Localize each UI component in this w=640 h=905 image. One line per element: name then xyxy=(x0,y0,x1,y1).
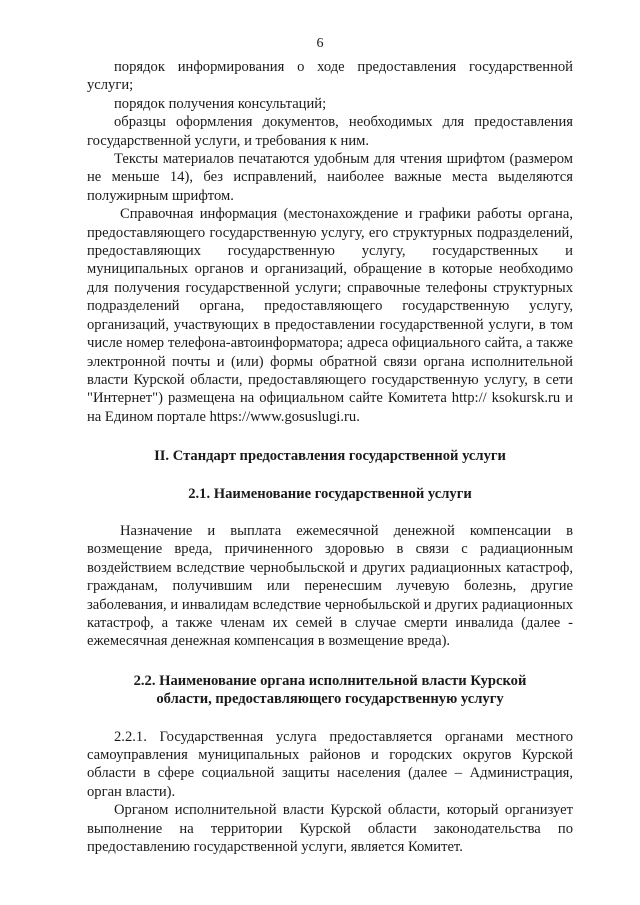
paragraph-consultations: порядок получения консультаций; xyxy=(114,95,327,112)
subsection-heading-authority-line1: 2.2. Наименование органа исполнительной власти Курской xyxy=(133,672,527,689)
paragraph-committee: Органом исполнительной власти Курской области, который организует выполнение на территории Курской области законодательства по предоставлению государственной услуги, является Комитет. xyxy=(87,802,573,856)
subsection-heading-service-name: 2.1. Наименование государственной услуги xyxy=(188,485,472,502)
page-number: 6 xyxy=(316,36,324,51)
subsection-heading-authority xyxy=(87,672,573,709)
paragraph-document-samples: образцы оформления документов, необходимых для предоставления государственной услуги, и требования к ним. xyxy=(87,114,573,149)
paragraph-reference-info: Справочная информация (местонахождение и графики работы органа, предоставляющего государственную услугу, его структурных подразделений, предоставляющих государственную услугу, государственных и муниципальных органов и организаций, обращение в которые необходимо для получения государственной услуги; справочные телефоны структурных подразделений органа, предоставляющего государственную услугу, организаций, участвующих в предоставлении государственной услуги, в том числе номер телефона-автоинформатора; адреса официального сайта, а также электронной почты и (или) формы обратной связи органа исполнительной власти Курской области, предоставляющего государственную услугу, в сети "Интернет") размещена на официальном сайте Комитета http:// ksokursk.ru и на Едином портале https://www.gosuslugi.ru. xyxy=(87,206,573,425)
subsection-heading-authority-line2: области, предоставляющего государственную услугу xyxy=(156,691,504,708)
paragraph-font-requirements: Тексты материалов печатаются удобным для чтения шрифтом (размером не меньше 14), без исправлений, наиболее важные места выделяются полужирным шрифтом. xyxy=(87,151,573,204)
section-heading-standard: II. Стандарт предоставления государственной услуги xyxy=(154,448,506,465)
paragraph-service-provider: 2.2.1. Государственная услуга предоставляется органами местного самоуправления муниципальных районов и городских округов Курской области в сфере социальной защиты населения (далее – Администрация, орган власти). xyxy=(87,728,573,800)
paragraph-service-name: Назначение и выплата ежемесячной денежной компенсации в возмещение вреда, причиненного здоровью в связи с радиационным воздействием вследствие чернобыльской и других радиационных катастроф, гражданам, получившим или перенесшим лучевую болезнь, другие заболевания, и инвалидам вследствие чернобыльской и других радиационных катастроф, а также членам их семей в случае смерти инвалида (далее - ежемесячная денежная компенсация в возмещение вреда). xyxy=(87,522,573,650)
paragraph-info-order: порядок информирования о ходе предоставления государственной услуги; xyxy=(87,59,573,94)
document-body xyxy=(87,58,573,856)
